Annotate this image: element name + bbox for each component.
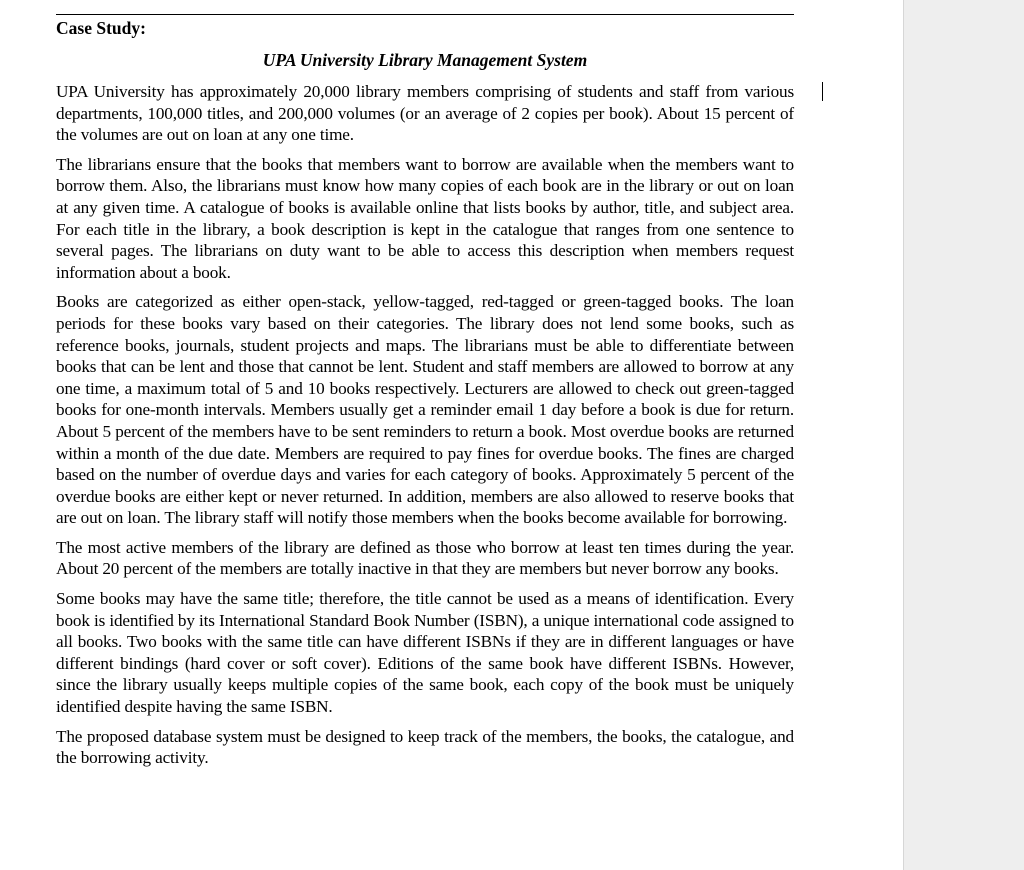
text-cursor	[822, 82, 823, 101]
document-body	[56, 0, 794, 777]
paragraph: The most active members of the library are defined as those who borrow at least ten times during the year. About 20 percent of the members are totally inactive in that they are members but never borrow any books.	[56, 537, 794, 579]
paragraph: UPA University has approximately 20,000 library members comprising of students and staff from various departments, 100,000 titles, and 200,000 volumes (or an average of 2 copies per book). About 15 percent of the volumes are out on loan at any one time.	[56, 82, 794, 145]
paragraph: The proposed database system must be designed to keep track of the members, the books, the catalogue, and the borrowing activity.	[56, 726, 794, 768]
paragraph: The librarians ensure that the books that members want to borrow are available when the members want to borrow them. Also, the librarians must know how many copies of each book are in the library or out on loan at any given time. A catalogue of books is available online that lists books by author, title, and subject area. For each title in the library, a book description is kept in the catalogue that ranges from one sentence to several pages. The librarians on duty want to be able to access this description when members request information about a book.	[56, 154, 794, 282]
page-gutter	[903, 0, 1024, 870]
paragraph: Books are categorized as either open-stack, yellow-tagged, red-tagged or green-tagged books. The loan periods for these books vary based on their categories. The library does not lend some books, such as reference books, journals, student projects and maps. The librarians must be able to differentiate between books that can be lent and those that cannot be lent. Student and staff members are allowed to borrow at any one time, a maximum total of 5 and 10 books respectively. Lecturers are allowed to check out green-tagged books for one-month intervals. Members usually get a reminder email 1 day before a book is due for return. About 5 percent of the members have to be sent reminders to return a book. Most overdue books are returned within a month of the due date. Members are required to pay fines for overdue books. The fines are charged based on the number of overdue days and varies for each category of books. Approximately 5 percent of the overdue books are either kept or never returned. In addition, members are also allowed to reserve books that are out on loan. The library staff will notify those members when the books become available for borrowing.	[56, 292, 794, 528]
paragraph: Some books may have the same title; therefore, the title cannot be used as a means of identification. Every book is identified by its International Standard Book Number (ISBN), a unique international code assigned to all books. Two books with the same title can have different ISBNs if they are in different languages or have different bindings (hard cover or soft cover). Editions of the same book have different ISBNs. However, since the library usually keeps multiple copies of the same book, each copy of the book must be uniquely identified despite having the same ISBN.	[56, 589, 794, 717]
header-rule	[56, 14, 794, 15]
case-study-label: Case Study:	[56, 18, 146, 38]
document-title: UPA University Library Management System	[262, 50, 588, 70]
